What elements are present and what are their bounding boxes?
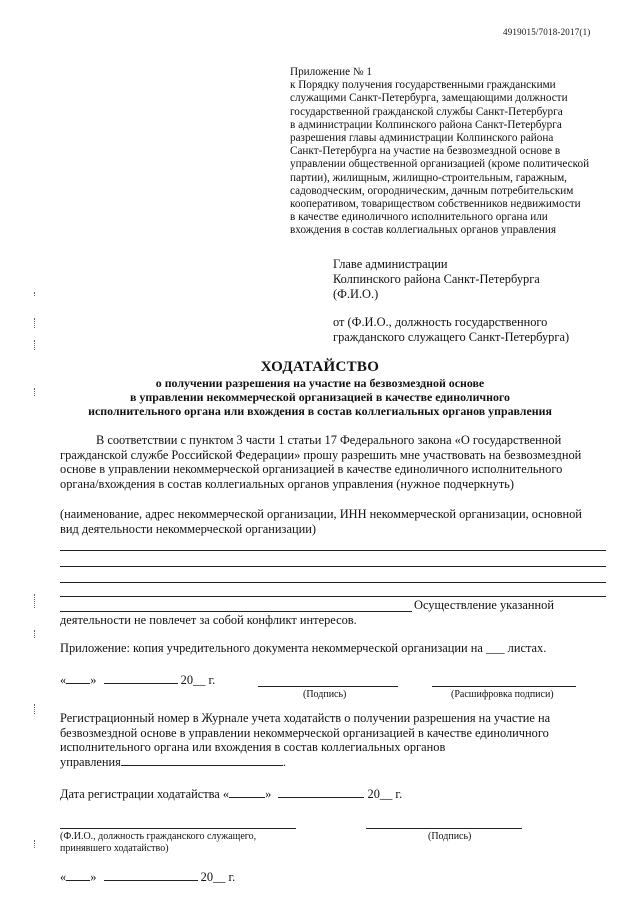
date-quote-open: « <box>60 870 67 884</box>
scan-mark <box>34 840 38 848</box>
registration-date <box>60 787 402 802</box>
sender-line: от (Ф.И.О., должность государственного <box>333 315 548 329</box>
fio-label-line: принявшего ходатайство) <box>60 843 169 854</box>
addressee-line: (Ф.И.О.) <box>333 287 379 301</box>
sender-block <box>333 315 569 345</box>
appendix-line: Приложение № 1 <box>290 66 372 78</box>
day-field[interactable] <box>229 797 265 798</box>
registration-line: Регистрационный номер в Журнале учета ходатайств о получении разрешения на участие на <box>60 711 551 725</box>
fill-line[interactable] <box>60 566 606 567</box>
fill-line[interactable] <box>60 596 606 597</box>
scan-mark <box>34 318 38 328</box>
fill-line[interactable] <box>60 550 606 551</box>
decode-label: (Расшифровка подписи) <box>451 689 554 700</box>
appendix-line: кооперативом, товариществом собственников недвижимости <box>290 198 581 211</box>
document-subtitle <box>0 377 640 418</box>
appendix-line: Санкт-Петербурга на участие на безвозмездной основе в <box>290 145 561 158</box>
registration-block: Регистрационный номер в Журнале учета ходатайств о получении разрешения на участие на безвозмездной основе в управлении некоммерческой организацией в качестве единоличного исполнительного органа или вхождения в состав коллегиальных органов управления . <box>60 711 551 769</box>
appendix-line: в администрации Колпинского района Санкт-Петербурга <box>290 118 562 131</box>
subtitle-line: в управлении некоммерческой организацией в качестве единоличного <box>130 389 510 404</box>
decode-line[interactable] <box>432 686 576 687</box>
registration-number-field[interactable] <box>121 765 283 766</box>
appendix-line: служащими Санкт-Петербурга, замещающими должности <box>290 92 568 105</box>
month-field[interactable] <box>104 880 198 881</box>
day-field[interactable] <box>66 683 90 684</box>
appendix-line: к Порядку получения государственными гражданскими <box>290 79 556 92</box>
signature-label: (Подпись) <box>303 689 347 700</box>
registration-date-label: Дата регистрации ходатайства « <box>60 787 230 801</box>
sign-date <box>60 673 215 688</box>
paragraph-line: В соответствии с пунктом 3 части 1 статьи 17 Федерального закона «О государственной <box>96 433 562 447</box>
signature-line[interactable] <box>366 828 522 829</box>
no-conflict-text: Осуществление указанной <box>414 598 554 612</box>
appendix-header <box>290 66 620 238</box>
hint-line: (наименование, адрес некоммерческой организации, ИНН некоммерческой организации, основной <box>60 507 582 521</box>
scan-mark <box>34 630 38 638</box>
fio-label <box>60 831 256 855</box>
addressee-line: Главе администрации <box>333 257 448 271</box>
subtitle-line: исполнительного органа или вхождения в состав коллегиальных органов управления <box>88 403 552 418</box>
paragraph-line: основе в управлении некоммерческой организацией в качестве единоличного исполнительного <box>60 462 563 477</box>
registration-line: управления <box>60 754 121 769</box>
signature-label: (Подпись) <box>428 831 472 842</box>
date-quote-open: « <box>60 673 67 687</box>
organization-hint <box>60 507 582 536</box>
document-title: ХОДАТАЙСТВО <box>260 359 380 375</box>
scan-mark <box>34 594 38 608</box>
appendix-line: вхождения в состав коллегиальных органов управления <box>290 224 557 237</box>
scan-mark <box>34 388 38 396</box>
paragraph-line: гражданской службе Российской Федерации» прошу разрешить мне участвовать на безвозмездной <box>60 447 582 462</box>
year-field: 20__ г. <box>367 787 403 801</box>
signature-line[interactable] <box>258 686 398 687</box>
attachment-note: Приложение: копия учредительного документа некоммерческой организации на ___ листах. <box>60 641 547 655</box>
year-field: 20__ г. <box>200 870 236 884</box>
month-field[interactable] <box>104 683 178 684</box>
fill-line[interactable] <box>60 611 412 612</box>
month-field[interactable] <box>278 797 364 798</box>
paragraph-line: органа/вхождения в состав коллегиальных органов управления (нужное подчеркнуть) <box>60 476 514 491</box>
fio-line[interactable] <box>60 828 296 829</box>
addressee-block <box>333 257 540 302</box>
sender-line: гражданского служащего Санкт-Петербурга) <box>333 330 570 344</box>
appendix-line: партии), жилищным, жилищно-строительным, гаражным, <box>290 171 567 184</box>
hint-line: вид деятельности некоммерческой организации) <box>60 521 316 536</box>
appendix-line: садоводческим, огородническим, дачным потребительским <box>290 184 574 197</box>
appendix-line: государственной гражданской службы Санкт-Петербурга <box>290 105 563 118</box>
date-quote-close: » <box>265 787 272 801</box>
registration-line: безвозмездной основе в управлении некоммерческой организацией в качестве единоличного <box>60 725 549 740</box>
date-quote-close: » <box>90 870 97 884</box>
year-field: 20__ г. <box>180 673 216 687</box>
scan-mark <box>34 704 38 714</box>
document-id: 4919015/7018-2017(1) <box>503 27 591 37</box>
subtitle-line: о получении разрешения на участие на безвозмездной основе <box>155 376 485 390</box>
sign-date <box>60 870 235 885</box>
scan-mark <box>34 340 38 350</box>
date-quote-close: » <box>90 673 97 687</box>
day-field[interactable] <box>66 880 90 881</box>
no-conflict-text: деятельности не повлечет за собой конфликт интересов. <box>60 613 357 627</box>
addressee-line: Колпинского района Санкт-Петербурга <box>333 272 540 286</box>
fill-line[interactable] <box>60 582 606 583</box>
registration-line: исполнительного органа или вхождения в состав коллегиальных органов <box>60 740 446 755</box>
fio-label-line: (Ф.И.О., должность гражданского служащего, <box>60 831 257 842</box>
appendix-line: в качестве единоличного исполнительного органа или <box>290 211 548 224</box>
scan-mark <box>34 292 38 296</box>
request-paragraph <box>60 433 581 491</box>
appendix-line: разрешения главы администрации Колпинского района <box>290 132 554 145</box>
appendix-line: управлении общественной организацией (кроме политической <box>290 158 590 171</box>
